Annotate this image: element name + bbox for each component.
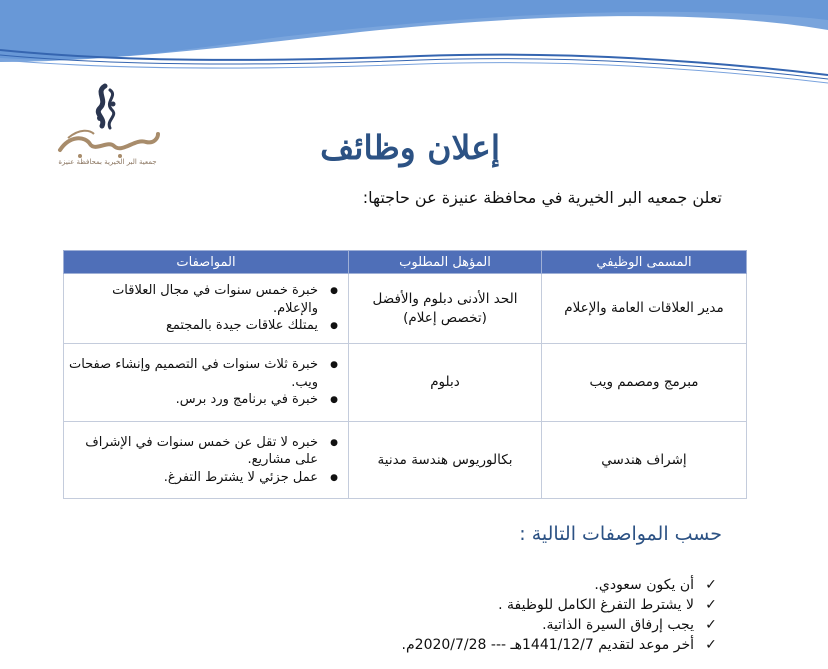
page-title: إعلان وظائف — [320, 128, 500, 167]
checkmark-icon: ✓ — [705, 617, 717, 633]
requirements-heading: حسب المواصفات التالية : — [519, 523, 722, 545]
requirement-text: أخر موعد لتقديم 1441/12/7هـ --- 2020/7/28م. — [401, 637, 694, 653]
column-header-specs: المواصفات — [64, 251, 349, 274]
specs-cell — [64, 274, 349, 344]
intro-text: تعلن جمعيه البر الخيرية في محافظة عنيزة عن حاجتها: — [362, 188, 722, 207]
table-row — [64, 274, 747, 344]
job-title-cell: إشراف هندسي — [542, 422, 747, 499]
jobs-table — [63, 250, 747, 499]
table-row — [64, 422, 747, 499]
logo-caption: جمعية البر الخيرية بمحافظة عنيزة — [58, 158, 157, 166]
requirement-item — [302, 595, 722, 615]
column-header-title: المسمى الوظيفي — [542, 251, 747, 274]
checkmark-icon: ✓ — [705, 597, 717, 613]
job-title-cell: مدير العلاقات العامة والإعلام — [542, 274, 747, 344]
requirement-text: لا يشترط التفرغ الكامل للوظيفة . — [498, 597, 694, 613]
spec-item: ● خبرة خمس سنوات في مجال العلاقات والإعلام. — [68, 282, 318, 317]
spec-item: ● عمل جزئي لا يشترط التفرغ. — [68, 469, 318, 487]
column-header-qualification: المؤهل المطلوب — [349, 251, 542, 274]
table-row — [64, 344, 747, 422]
requirement-item — [302, 615, 722, 635]
organization-logo — [50, 80, 165, 175]
qualification-cell: بكالوريوس هندسة مدنية — [349, 422, 542, 499]
requirement-text: أن يكون سعودي. — [594, 577, 694, 593]
spec-item: ● يمتلك علاقات جيدة بالمجتمع — [68, 317, 318, 335]
table-header-row — [64, 251, 747, 274]
checkmark-icon: ✓ — [705, 577, 717, 593]
specs-cell — [64, 422, 349, 499]
spec-item: ● خبره لا تقل عن خمس سنوات في الإشراف على مشاريع. — [68, 434, 318, 469]
specs-cell — [64, 344, 349, 422]
spec-item: ● خبرة في برنامج ورد برس. — [68, 391, 318, 409]
job-title-cell: مبرمج ومصمم ويب — [542, 344, 747, 422]
requirements-list — [302, 575, 722, 655]
requirement-item — [302, 635, 722, 655]
requirement-item — [302, 575, 722, 595]
logo-emblem-icon — [50, 80, 165, 160]
requirement-text: يجب إرفاق السيرة الذاتية. — [542, 617, 694, 633]
checkmark-icon: ✓ — [705, 637, 717, 653]
qualification-cell: الحد الأدنى دبلوم والأفضل (تخصص إعلام) — [349, 274, 542, 344]
spec-item: ● خبرة ثلاث سنوات في التصميم وإنشاء صفحات ويب. — [68, 356, 318, 391]
qualification-cell: دبلوم — [349, 344, 542, 422]
